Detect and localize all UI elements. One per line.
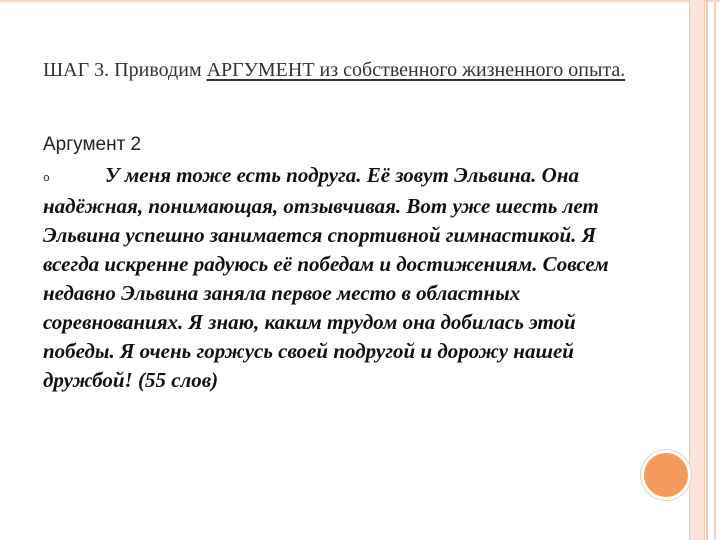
frame-side-bar	[689, 0, 705, 540]
frame-side-line	[714, 0, 716, 540]
orange-circle-decoration	[641, 450, 691, 500]
argument-body: У меня тоже есть подруга. Её зовут Эльвина. Она надёжная, понимающая, отзывчивая. Вот уже шесть лет Эльвина успешно занимается спортивной гимнастикой. Я всегда искренне радуюсь её победам и достижениям. Совсем недавно Эльвина заняла первое место в областных соревнованиях. Я знаю, каким трудом она добилась этой победы. Я очень горжусь своей подругой и дорожу нашей дружбой! (55 слов)	[43, 163, 609, 392]
slide-title	[43, 55, 643, 85]
argument-text	[43, 161, 633, 395]
title-underlined: АРГУМЕНТ из собственного жизненного опыта.	[206, 59, 626, 81]
bullet-icon: o	[43, 170, 50, 184]
argument-subtitle: Аргумент 2	[43, 134, 142, 155]
title-step: ШАГ 3. Приводим	[43, 59, 207, 81]
